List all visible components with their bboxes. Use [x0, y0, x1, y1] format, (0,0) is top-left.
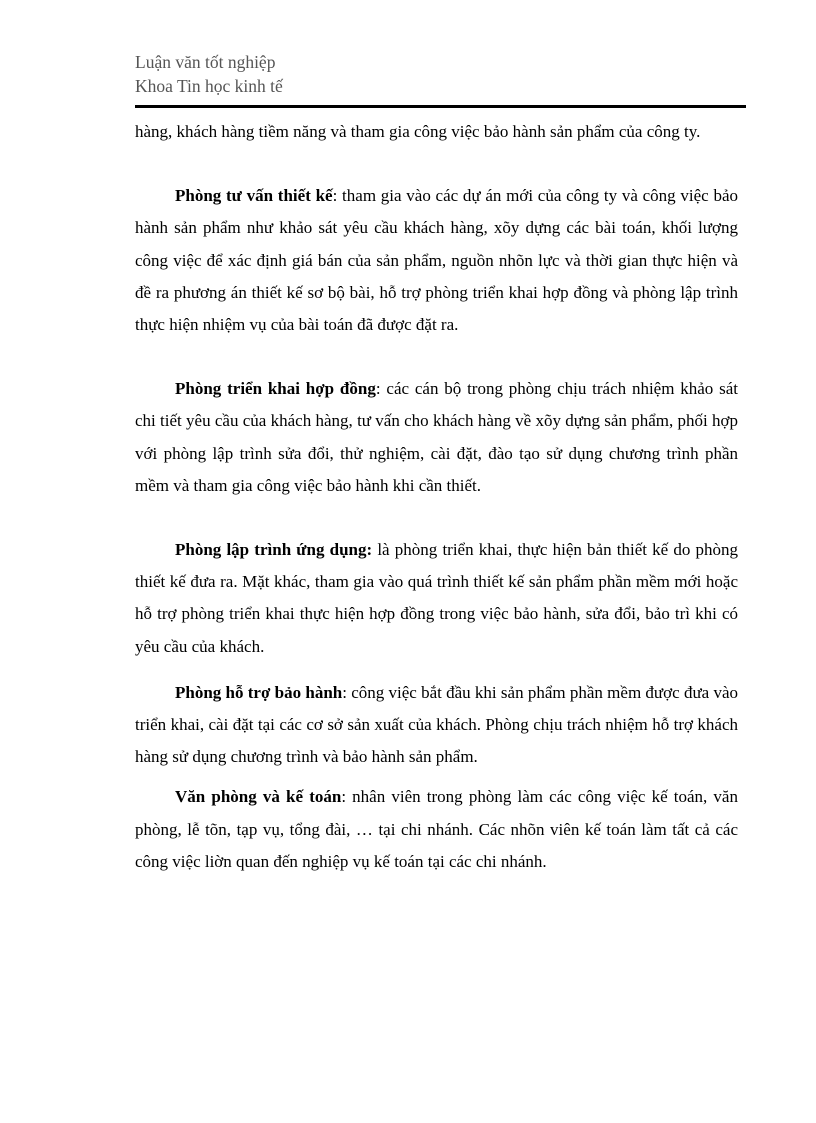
- paragraph-text: : nhân viên trong phòng làm các công việc kế toán, văn phòng, lễ tõn, tạp vụ, tổng đài, … tại chi nhánh. Các nhõn viên kế toán làm tất cả các công việc liờn quan đến nghiệp vụ kế toán tại các chi nhánh.: [135, 787, 738, 871]
- paragraph-text: hàng, khách hàng tiềm năng và tham gia công việc bảo hành sản phẩm của công ty.: [135, 122, 701, 141]
- paragraph-term: Phòng tư vấn thiết kế: [175, 186, 333, 206]
- paragraph-text: : các cán bộ trong phòng chịu trách nhiệm khảo sát chi tiết yêu cầu của khách hàng, tư vấn cho khách hàng về xõy dựng sản phẩm, phối hợp với phòng lập trình sửa đổi, thử nghiệm, cài đặt, đào tạo sử dụng chương trình phần mềm và tham gia công việc bảo hành khi cần thiết.: [135, 379, 739, 495]
- paragraph-application-programming: [135, 534, 738, 663]
- paragraph-term: Phòng lập trình ứng dụng:: [175, 540, 373, 560]
- paragraph-term: Văn phòng và kế toán: [175, 787, 342, 807]
- header-faculty: Khoa Tin học kinh tế: [135, 76, 283, 96]
- paragraph-design-consulting: [135, 180, 738, 341]
- page-header: [135, 50, 745, 98]
- header-divider: [135, 105, 746, 108]
- paragraph-text: là phòng triển khai, thực hiện bản thiết kế do phòng thiết kế đưa ra. Mặt khác, tham gia vào quá trình thiết kế sản phẩm phần mềm mới hoặc hỗ trợ phòng triển khai thực hiện hợp đồng trong việc bảo hành, sửa đổi, bảo trì khi có yêu cầu của khách.: [135, 540, 739, 656]
- paragraph-warranty-support: [135, 677, 738, 774]
- paragraph-continuation: [135, 116, 738, 148]
- paragraph-term: Phòng triển khai hợp đồng: [175, 379, 376, 399]
- paragraph-term: Phòng hỗ trợ bảo hành: [175, 682, 343, 702]
- header-thesis-title: Luận văn tốt nghiệp: [135, 52, 276, 72]
- document-body: [135, 116, 738, 878]
- paragraph-text: : công việc bắt đầu khi sản phẩm phần mềm được đưa vào triển khai, cài đặt tại các cơ sở sản xuất của khách. Phòng chịu trách nhiệm hỗ trợ khách hàng sử dụng chương trình và bảo hành sản phẩm.: [135, 682, 739, 767]
- paragraph-office-accounting: [135, 781, 738, 878]
- paragraph-contract-deployment: [135, 373, 738, 502]
- paragraph-text: : tham gia vào các dự án mới của công ty và công việc bảo hành sản phẩm như khảo sát yêu cầu khách hàng, xõy dựng các bài toán, khối lượng công việc để xác định giá bán của sản phẩm, nguồn nhõn lực và thời gian thực hiện và đề ra phương án thiết kế sơ bộ bài, hỗ trợ phòng triển khai hợp đồng và phòng lập trình thực hiện nhiệm vụ của bài toán đã được đặt ra.: [135, 186, 739, 335]
